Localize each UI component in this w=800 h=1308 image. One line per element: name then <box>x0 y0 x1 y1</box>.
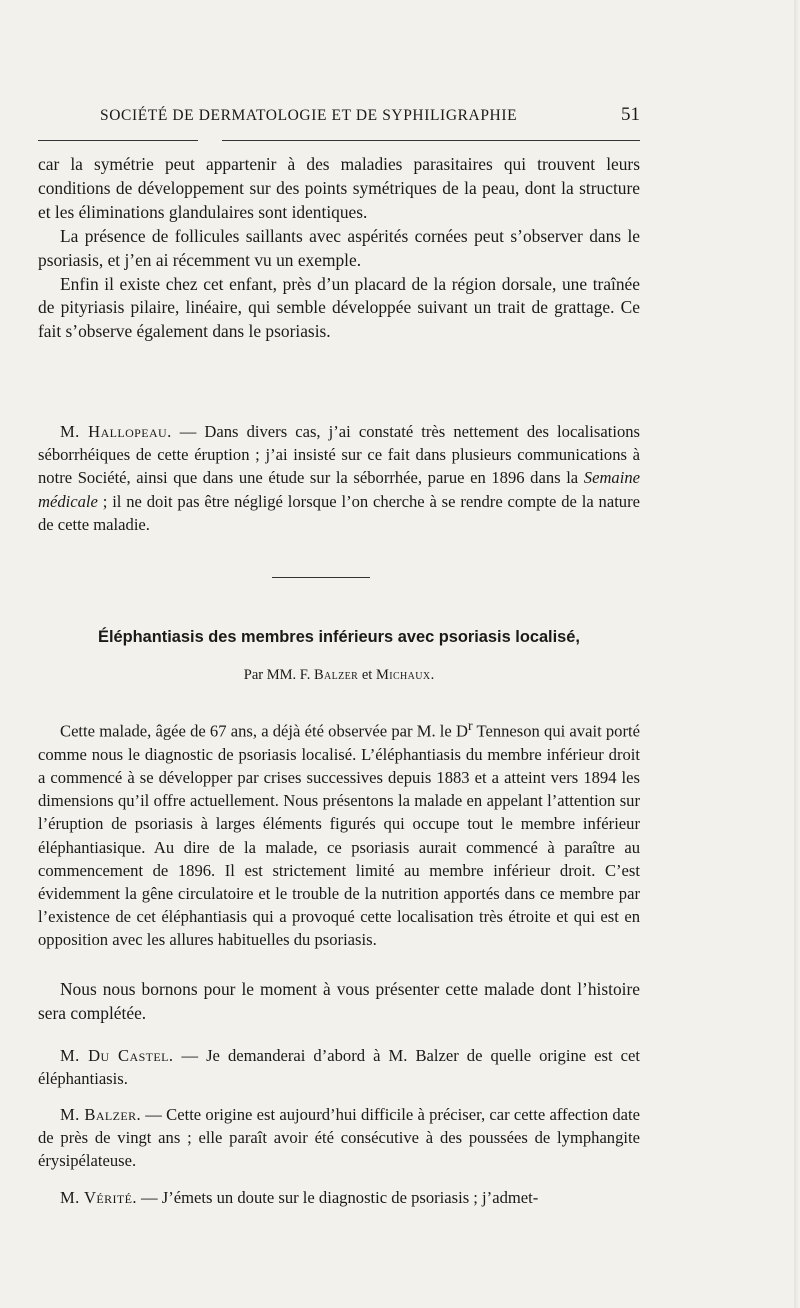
speaker-du-castel: M. Du Castel. <box>60 1046 174 1065</box>
article-title: Éléphantiasis des membres inférieurs avec psoriasis localisé, <box>98 628 580 646</box>
balzer-paragraph <box>38 1103 640 1173</box>
remark-du-castel <box>38 1044 640 1090</box>
article-body <box>38 714 640 952</box>
author-balzer: Balzer <box>313 667 359 683</box>
journal-title: Semaine médicale <box>38 468 640 511</box>
header-rule-right <box>222 140 640 141</box>
paragraph-continued: car la symétrie peut appartenir à des maladies parasitaires qui trouvent leurs conditions de développement sur des points symétriques de la peau, dont la structure et les éliminations glandulaires sont identiques. <box>38 154 640 222</box>
hallopeau-text-1: — Dans divers cas, j’ai constaté très nettement des localisations séborrhéiques de cette éruption ; j’ai insisté sur ce fait dans plusieurs communications à notre Société, ainsi que dans une étude sur la séborrhée, parue en 1896 dans la <box>38 422 640 488</box>
conclusion-paragraph: Nous nous bornons pour le moment à vous présenter cette malade dont l’histoire sera complétée. <box>38 979 640 1023</box>
paragraph-follicules: La présence de follicules saillants avec aspérités cornées peut s’observer dans le psoriasis, et j’en ai récemment vu un exemple. <box>38 225 640 270</box>
authors-joiner: et <box>358 667 376 683</box>
article-authors <box>38 667 640 684</box>
speaker-hallopeau: M. Hallopeau. <box>60 422 172 441</box>
speaker-balzer: M. Balzer. <box>60 1105 142 1124</box>
hallopeau-text-2: ; il ne doit pas être négligé lorsque l’on cherche à se rendre compte de la nature de cette maladie. <box>38 491 640 534</box>
authors-prefix: Par MM. F. <box>243 667 314 683</box>
page-edge-shadow <box>794 0 800 1308</box>
speaker-verite: M. Vérité. <box>60 1188 137 1207</box>
author-michaux: Michaux <box>375 667 431 683</box>
verite-paragraph <box>38 1186 640 1209</box>
doctor-superscript: r <box>467 718 473 733</box>
hallopeau-paragraph <box>38 420 640 536</box>
header-rule-left <box>38 140 198 141</box>
hallopeau-remark <box>38 420 640 536</box>
page-number: 51 <box>621 104 640 125</box>
section-separator <box>272 577 370 578</box>
verite-text: — J’émets un doute sur le diagnostic de psoriasis ; j’admet- <box>136 1188 539 1207</box>
discussion-top <box>38 153 640 344</box>
paragraph-pityriasis: Enfin il existe chez cet enfant, près d’un placard de la région dorsale, une traînée de pityriasis pilaire, linéaire, qui semble développée suivant un trait de grattage. Ce fait s’observe également dans le psoriasis. <box>38 273 640 342</box>
remark-verite <box>38 1186 640 1209</box>
authors-suffix: . <box>430 667 435 683</box>
case-text-2: Tenneson qui avait porté comme nous le diagnostic de psoriasis localisé. L’éléphantiasis du membre inférieur droit a commencé à se développer par crises successives depuis 1883 et a atteint vers 1894 les dimensions qu’il offre actuellement. Nous présentons la malade en appelant l’attention sur l’éruption de psoriasis à larges éléments figurés qui occupe tout le membre inférieur éléphantiasique. Au dire de la malade, ce psoriasis aurait commencé à paraître au commencement de 1896. Il est strictement limité au membre inférieur droit. C’est évidemment la gêne circulatoire et le trouble de la nutrition apportés dans ce membre par l’existence de cet éléphantiasis qui a provoqué cette localisation très étroite et qui est en opposition avec les allures habituelles du psoriasis. <box>38 721 640 950</box>
article-conclusion <box>38 978 640 1026</box>
castel-text: — Je demanderai d’abord à M. Balzer de quelle origine est cet éléphantiasis. <box>38 1046 640 1089</box>
case-text-1: Cette malade, âgée de 67 ans, a déjà été observée par M. le D <box>60 721 468 741</box>
remark-balzer <box>38 1103 640 1173</box>
running-head <box>100 104 640 126</box>
balzer-text: — Cette origine est aujourd’hui difficile à préciser, car cette affection date de près de vingt ans ; elle paraît avoir été consécutive à des poussées de lymphangite érysipélateuse. <box>38 1105 641 1171</box>
running-title: SOCIÉTÉ DE DERMATOLOGIE ET DE SYPHILIGRAPHIE <box>100 107 518 124</box>
castel-paragraph <box>38 1044 640 1090</box>
case-paragraph <box>38 714 640 952</box>
